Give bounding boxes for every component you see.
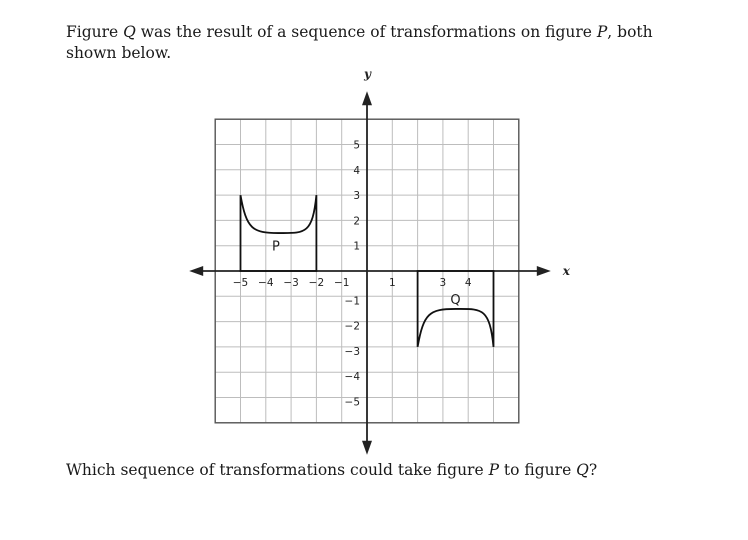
y-tick-label: 2 — [353, 215, 360, 228]
prompt-part-c: ? — [588, 461, 598, 479]
y-tick-label: 1 — [353, 240, 360, 253]
y-tick-label: −2 — [344, 320, 360, 333]
prompt-text — [66, 460, 706, 481]
figure-q-ref: Q — [576, 461, 589, 479]
x-axis-label: x — [562, 264, 570, 278]
figure-q-label: Q — [450, 292, 461, 308]
x-tick-label: 1 — [388, 277, 396, 289]
y-tick-label: −5 — [344, 396, 360, 409]
x-axis-arrow-left — [189, 266, 203, 276]
coordinate-plane — [180, 67, 570, 460]
y-tick-label: −3 — [344, 345, 360, 358]
x-tick-label: 3 — [439, 277, 447, 289]
y-tick-label: 4 — [353, 164, 360, 177]
y-tick-label: −1 — [344, 295, 360, 308]
y-axis-arrow-up — [362, 91, 372, 105]
figure-p-outline — [241, 195, 317, 271]
question-text — [66, 22, 696, 64]
y-axis-arrow-down — [362, 441, 372, 455]
x-axis-arrow-right — [537, 266, 551, 276]
question-part-c: , both shown below. — [66, 23, 653, 62]
x-tick-label: −2 — [308, 277, 325, 289]
y-tick-label: −4 — [344, 371, 360, 384]
x-tick-label: 4 — [464, 277, 472, 289]
figure-q-outline — [418, 271, 494, 347]
y-axis-label: y — [364, 67, 371, 82]
y-tick-label: 3 — [353, 190, 360, 203]
figure-q-ref: Q — [123, 23, 136, 41]
x-tick-label: −1 — [333, 277, 350, 289]
x-tick-label: −4 — [258, 277, 274, 289]
figure-p-ref: P — [488, 461, 499, 479]
prompt-part-b: to figure — [499, 461, 577, 479]
x-tick-label: −5 — [232, 277, 249, 289]
figure-p-label: P — [271, 239, 280, 255]
prompt-part-a: Which sequence of transformations could take figure — [66, 461, 489, 479]
question-part-b: was the result of a sequence of transformations on figure — [135, 23, 597, 41]
question-part-a: Figure — [66, 23, 124, 41]
x-tick-label: −3 — [283, 277, 299, 289]
y-tick-label: 5 — [353, 139, 360, 152]
figure-p-ref: P — [596, 23, 608, 41]
